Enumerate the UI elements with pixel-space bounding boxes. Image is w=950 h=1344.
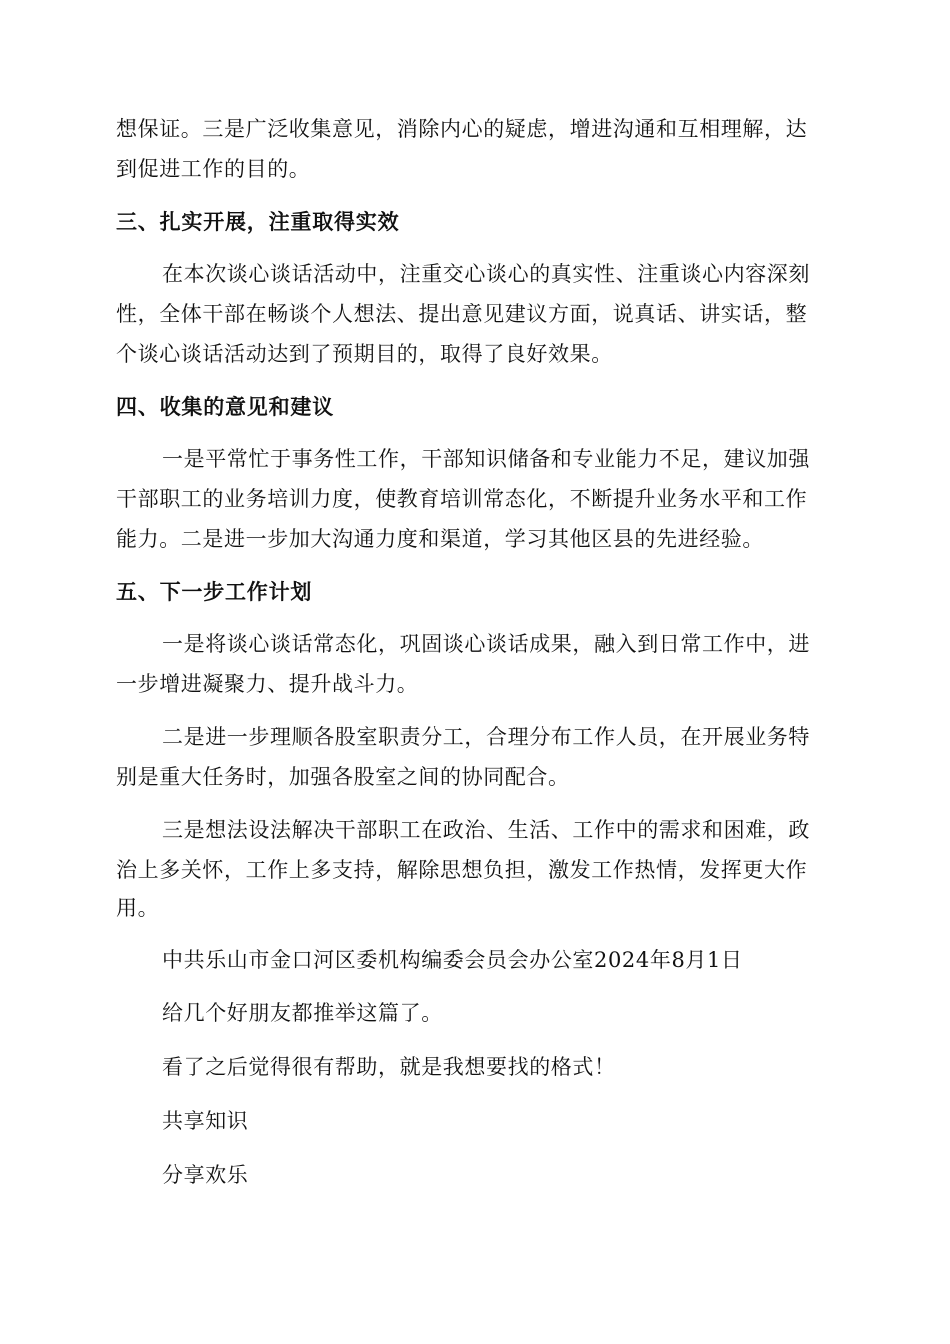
section-5-paragraph-3-line-2: 治上多关怀，工作上多支持，解除思想负担，激发工作热情，发挥更大作: [116, 858, 808, 882]
section-5-heading: 五、下一步工作计划: [116, 580, 313, 604]
section-5-paragraph-1-line-1: 一是将谈心谈话常态化，巩固谈心谈话成果，融入到日常工作中，进: [162, 632, 810, 656]
footer-line-3: 共享知识: [162, 1109, 249, 1133]
section-4-paragraph-line-3: 能力。二是进一步加大沟通力度和渠道，学习其他区县的先进经验。: [116, 527, 764, 551]
footer-line-1: 给几个好朋友都推举这篇了。: [162, 1001, 443, 1025]
section-4-paragraph-line-1: 一是平常忙于事务性工作，干部知识储备和专业能力不足，建议加强: [162, 447, 810, 471]
signature-line: 中共乐山市金口河区委机构编委会员会办公室2024年8月1日: [162, 948, 743, 972]
section-3-heading: 三、扎实开展，注重取得实效: [116, 210, 400, 234]
intro-line-2: 到促进工作的目的。: [116, 157, 311, 181]
section-3-paragraph-line-1: 在本次谈心谈话活动中，注重交心谈心的真实性、注重谈心内容深刻: [162, 262, 810, 286]
section-4-paragraph-line-2: 干部职工的业务培训力度，使教育培训常态化，不断提升业务水平和工作: [116, 487, 808, 511]
section-5-paragraph-3-line-3: 用。: [116, 896, 160, 920]
section-3-paragraph-line-3: 个谈心谈话活动达到了预期目的，取得了良好效果。: [116, 342, 613, 366]
section-3-paragraph-line-2: 性，全体干部在畅谈个人想法、提出意见建议方面，说真话、讲实话，整: [116, 302, 808, 326]
section-5-paragraph-2-line-2: 别是重大任务时，加强各股室之间的协同配合。: [116, 765, 570, 789]
section-5-paragraph-3-line-1: 三是想法设法解决干部职工在政治、生活、工作中的需求和困难，政: [162, 818, 810, 842]
section-4-heading: 四、收集的意见和建议: [116, 395, 334, 419]
intro-line-1: 想保证。三是广泛收集意见，消除内心的疑虑，增进沟通和互相理解，达: [116, 117, 808, 141]
section-5-paragraph-2-line-1: 二是进一步理顺各股室职责分工，合理分布工作人员，在开展业务特: [162, 725, 810, 749]
section-5-paragraph-1-line-2: 一步增进凝聚力、提升战斗力。: [116, 672, 419, 696]
footer-line-2: 看了之后觉得很有帮助，就是我想要找的格式！: [162, 1055, 616, 1079]
footer-line-4: 分享欢乐: [162, 1163, 249, 1187]
